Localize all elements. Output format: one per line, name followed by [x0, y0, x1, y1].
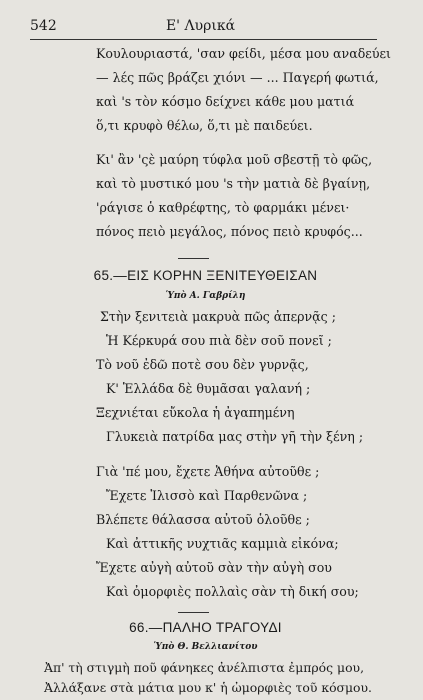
poem-line: Γιὰ 'πέ μου, ἔχετε Ἀθήνα αὐτοῦθε ; — [96, 464, 320, 479]
poem-line: Ξεχνιέται εὔκολα ἡ ἀγαπημένη — [96, 405, 295, 420]
section-divider — [178, 258, 209, 259]
poem-line: Ἀλλάξανε στὰ μάτια μου κ' ἡ ὠμορφιὲς τοῦ κόσμου. — [44, 680, 372, 695]
poem-line: Στὴν ξενιτειὰ μακρυὰ πῶς ἀπερνᾷς ; — [100, 309, 336, 324]
page-number: 542 — [30, 18, 57, 34]
header-rule — [30, 39, 377, 40]
poem-line: Γλυκειὰ πατρίδα μας στὴν γῆ τὴν ξένη ; — [106, 429, 364, 444]
poem-line: Ἔχετε αὐγὴ αὐτοῦ σὰν τὴν αὐγὴ σου — [96, 560, 332, 575]
poem-line: Τὸ νοῦ ἐδῶ ποτὲ σου δὲν γυρνᾷς, — [96, 357, 309, 372]
poem-line: Ἔχετε Ἰλισσὸ καὶ Παρθενῶνα ; — [106, 488, 308, 503]
section-divider — [178, 612, 209, 613]
poem-heading-65: 65.—ΕΙΣ ΚΟΡΗΝ ΞΕΝΙΤΕΥΘΕΙΣΑΝ — [93, 268, 318, 283]
poem-line: Καὶ ὀμορφιὲς πολλαὶς σὰν τὴ δική σου; — [106, 584, 359, 599]
poem-line: καὶ τὸ μυστικό μου 's τὴν ματιὰ δὲ βγαίνῃ, — [96, 176, 371, 191]
poem-line: Κι' ἂν 'ςὲ μαύρη τύφλα μοῦ σβεστῇ τὸ φῶς, — [96, 152, 373, 167]
poem-line: Κουλουριαστά, 'σαν φείδι, μέσα μου αναδεύει — [96, 46, 391, 61]
poem-line: 'ράγισε ὁ καθρέφτης, τὸ φαρμάκι μένει· — [96, 200, 350, 215]
poem-line: Κ' Ἑλλάδα δὲ θυμᾶσαι γαλανή ; — [106, 381, 311, 396]
poem-line: ὅ,τι κρυφὸ θέλω, ὅ,τι μὲ παιδεύει. — [96, 118, 313, 133]
poem-line: Ἀπ' τὴ στιγμὴ ποῦ φάνηκες ἀνέλπιστα ἐμπρός μου, — [44, 660, 365, 675]
page-header — [30, 18, 371, 36]
poem-line: Καὶ ἀττικῆς νυχτιᾶς καμμιὰ εἰκόνα; — [106, 536, 339, 551]
poem-line: — λές πῶς βράζει χιόνι — ... Παγερή φωτιά, — [96, 70, 379, 85]
poem-line: καὶ 's τὸν κόσμο δείχνει κάθε μου ματιά — [96, 94, 355, 109]
poem-byline-66: Ὑπὸ Θ. Βελλιανίτου — [153, 642, 258, 652]
poem-line: Ἡ Κέρκυρά σου πιὰ δὲν σοῦ πονεῖ ; — [106, 333, 332, 348]
poem-line: πόνος πειὸ μεγάλος, πόνος πειὸ κρυφός... — [96, 224, 363, 239]
poem-byline-65: Ὑπὸ Α. Γαβρίλη — [165, 291, 246, 301]
poem-heading-66: 66.—ΠΑΛΗΟ ΤΡΑΓΟΥΔΙ — [129, 620, 282, 635]
running-title: Ε' Λυρικά — [165, 18, 236, 34]
poem-line: Βλέπετε θάλασσα αὐτοῦ ὁλοῦθε ; — [96, 512, 310, 527]
